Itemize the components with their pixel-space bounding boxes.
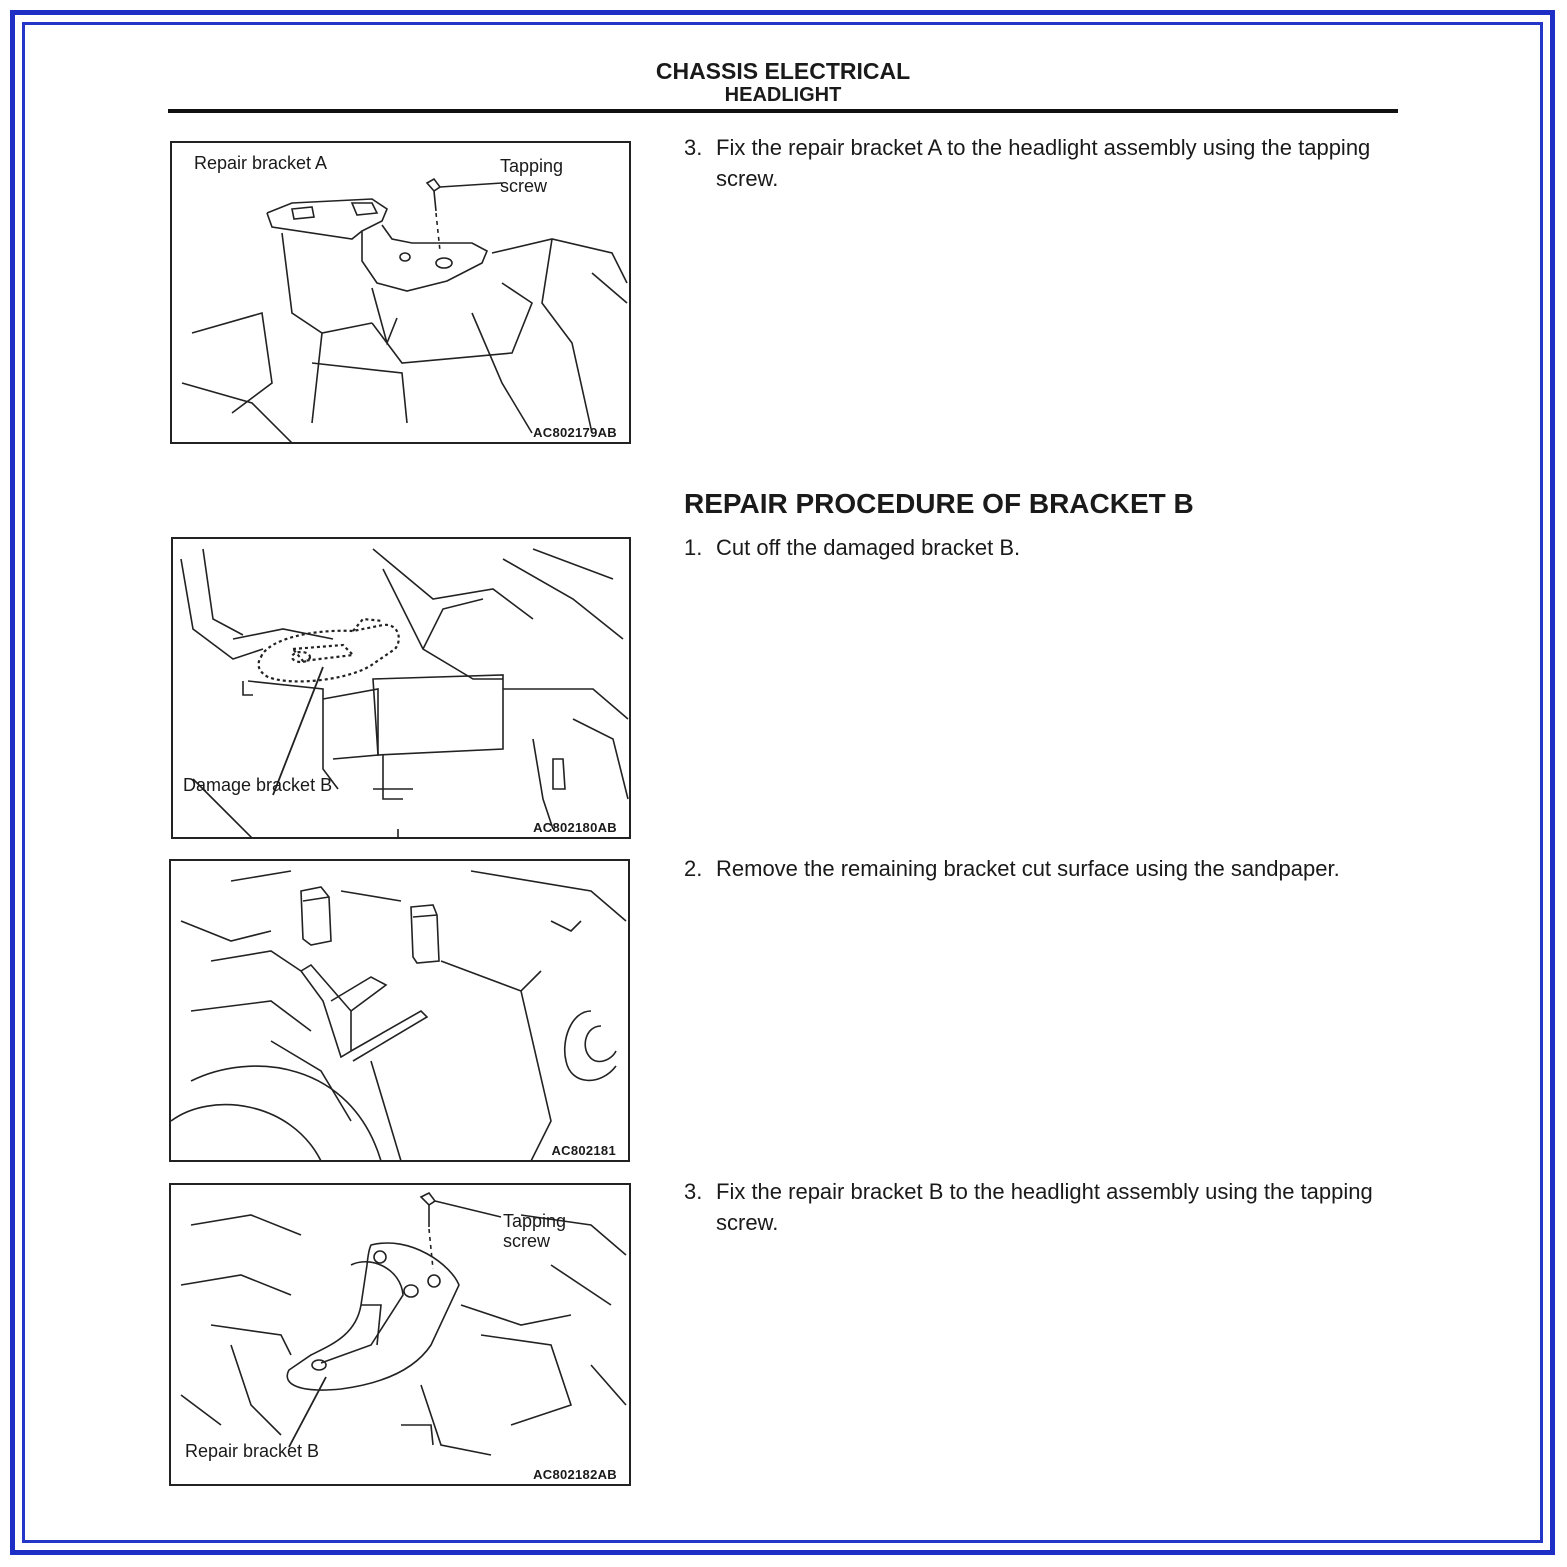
step-text: Cut off the damaged bracket B. <box>716 535 1021 560</box>
label-repair-bracket-b: Repair bracket B <box>185 1441 320 1461</box>
figure-code: AC802181 <box>551 1143 616 1158</box>
step-number: 2. <box>684 856 703 881</box>
step-fix-bracket-b <box>684 1176 1404 1238</box>
header-rule <box>168 109 1398 113</box>
illustration-bracket-a <box>172 143 631 444</box>
section-title: REPAIR PROCEDURE OF BRACKET B <box>684 488 1194 519</box>
header-title: CHASSIS ELECTRICAL <box>655 58 911 84</box>
figure-damage-bracket-b <box>171 537 631 839</box>
step-text: Fix the repair bracket B to the headlight assembly using the tapping screw. <box>716 1179 1373 1235</box>
label-repair-bracket-a: Repair bracket A <box>194 153 328 173</box>
page-header <box>168 58 1398 106</box>
label-tapping-screw-line1: Tapping <box>500 156 564 176</box>
figure-code: AC802180AB <box>533 820 617 835</box>
label-tapping-screw-line2: screw <box>500 176 548 196</box>
figure-code: AC802182AB <box>533 1467 617 1482</box>
figure-repair-bracket-a <box>170 141 631 444</box>
step-text: Remove the remaining bracket cut surface using the sandpaper. <box>716 856 1340 881</box>
step-fix-bracket-a <box>684 132 1404 194</box>
figure-code: AC802179AB <box>533 425 617 440</box>
step-number: 3. <box>684 1179 703 1204</box>
label-damage-bracket-b: Damage bracket B <box>183 775 333 795</box>
step-remove-cut-surface <box>684 853 1404 884</box>
step-number: 1. <box>684 535 703 560</box>
figure-repair-bracket-b <box>169 1183 631 1486</box>
figure-cut-surface <box>169 859 630 1162</box>
label-tapping-screw-line2: screw <box>503 1231 551 1251</box>
step-text: Fix the repair bracket A to the headlight assembly using the tapping screw. <box>716 135 1371 191</box>
step-number: 3. <box>684 135 703 160</box>
label-tapping-screw-line1: Tapping <box>503 1211 567 1231</box>
header-subtitle: HEADLIGHT <box>724 84 842 106</box>
step-cut-off-bracket <box>684 532 1404 563</box>
illustration-cut-surface <box>171 861 630 1162</box>
